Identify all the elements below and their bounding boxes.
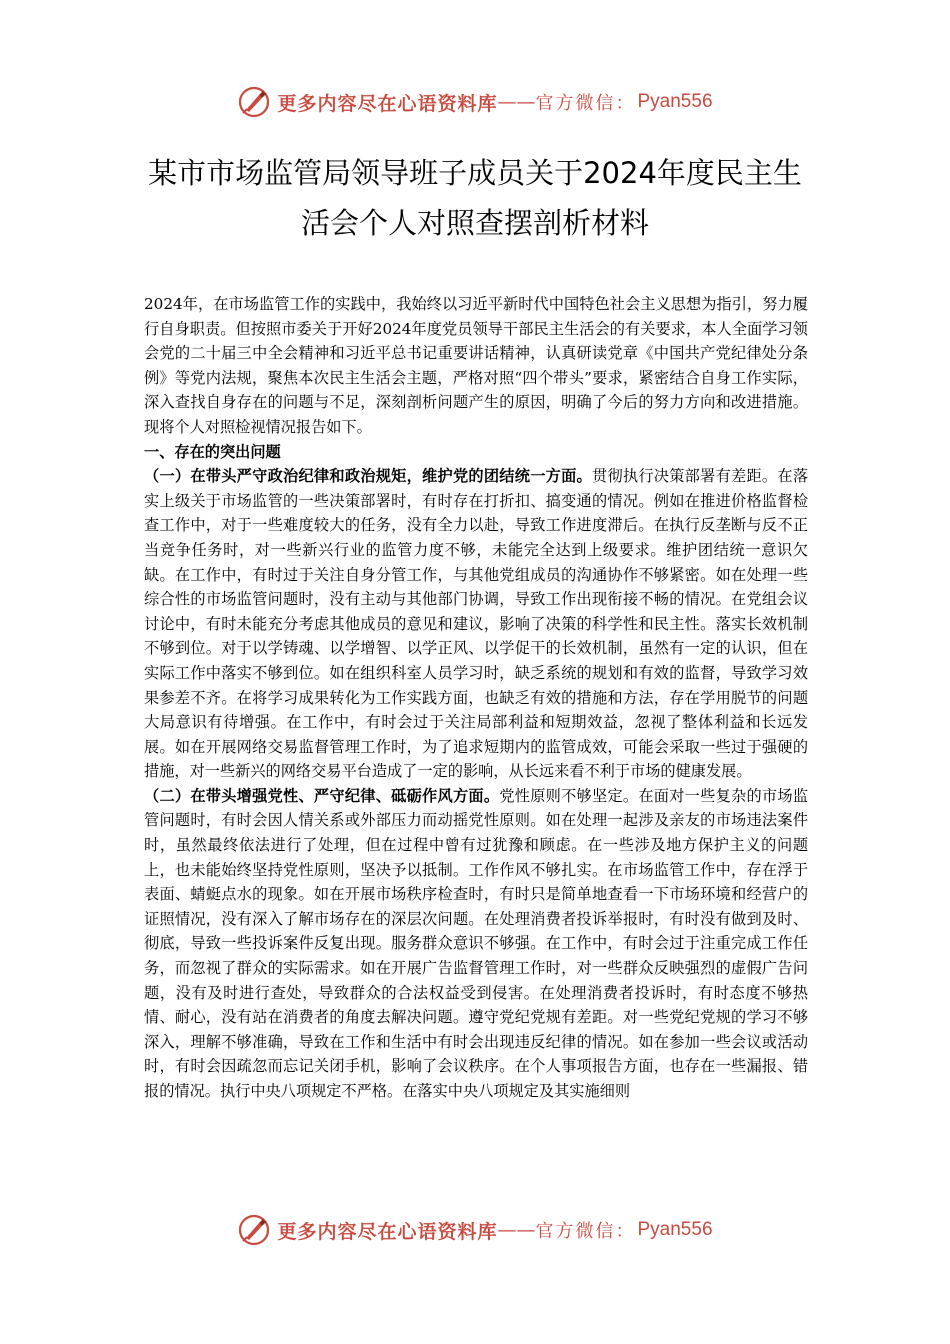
- subsection-1: [144, 464, 808, 784]
- subsection-1-heading: （一）在带头严守政治纪律和政治规矩，维护党的团结统一方面。: [144, 467, 592, 486]
- banner-wechat-id: Pyan556: [637, 91, 713, 112]
- title-line-2: 活会个人对照查摆剖析材料: [300, 206, 649, 240]
- section-heading-1: 一、存在的突出问题: [144, 442, 281, 461]
- document-title: [100, 148, 850, 248]
- document-body: [144, 292, 808, 1104]
- banner-wechat-label: 官方微信：: [535, 1221, 636, 1242]
- intro-paragraph: 2024年，在市场监管工作的实践中，我始终以习近平新时代中国特色社会主义思想为指引，努力履行自身职责。但按照市委关于开好2024年度党员领导干部民主生活会的有关要求，本人全面学习领会党的二十届三中全会精神和习近平总书记重要讲话精神，认真研读党章《中国共产党纪律处分条例》等党内法规，聚焦本次民主生活会主题，严格对照“四个带头”要求，紧密结合自身工作实际，深入查找自身存在的问题与不足，深刻剖析问题产生的原因，明确了今后的努力方向和改进措施。现将个人对照检视情况报告如下。: [144, 295, 808, 436]
- banner-wechat-id: Pyan556: [637, 1219, 713, 1240]
- subsection-2: [144, 784, 808, 1104]
- subsection-1-body: 贯彻执行决策部署有差距。在落实上级关于市场监管的一些决策部署时，有时存在打折扣、搞变通的情况。例如在推进价格监督检查工作中，对于一些难度较大的任务，没有全力以赴，导致工作进度滞后。在执行反垄断与反不正当竞争任务时，对一些新兴行业的监管力度不够，未能完全达到上级要求。维护团结统一意识欠缺。在工作中，有时过于关注自身分管工作，与其他党组成员的沟通协作不够紧密。如在处理一些综合性的市场监管问题时，没有主动与其他部门协调，导致工作出现衔接不畅的情况。在党组会议讨论中，有时未能充分考虑其他成员的意见和建议，影响了决策的科学性和民主性。落实长效机制不够到位。对于以学铸魂、以学增智、以学正风、以学促干的长效机制，虽然有一定的认识，但在实际工作中落实不够到位。如在组织科室人员学习时，缺乏系统的规划和有效的监督，导致学习效果参差不齐。在将学习成果转化为工作实践方面，也缺乏有效的措施和方法，存在学用脱节的问题大局意识有待增强。在工作中，有时会过于关注局部利益和短期效益，忽视了整体利益和长远发展。如在开展网络交易监督管理工作时，为了追求短期内的监管成效，可能会采取一些过于强硬的措施，对一些新兴的网络交易平台造成了一定的影响，从长远来看不利于市场的健康发展。: [144, 467, 809, 781]
- pen-logo-icon: [237, 1213, 271, 1247]
- bottom-watermark-banner: [0, 1210, 950, 1250]
- banner-slogan: 更多内容尽在心语资料库: [277, 1220, 498, 1243]
- title-line-1: 某市市场监管局领导班子成员关于2024年度民主生: [148, 156, 802, 190]
- subsection-2-heading: （二）在带头增强党性、严守纪律、砥砺作风方面。: [144, 786, 500, 805]
- banner-dash: ——: [497, 91, 536, 113]
- banner-dash: ——: [497, 1219, 536, 1241]
- banner-wechat-label: 官方微信：: [535, 93, 636, 114]
- subsection-2-body: 党性原则不够坚定。在面对一些复杂的市场监管问题时，有时会因人情关系或外部压力而动摇党性原则。如在处理一起涉及亲友的市场违法案件时，虽然最终依法进行了处理，但在过程中曾有过犹豫和顾虑。在一些涉及地方保护主义的问题上，也未能始终坚持党性原则，坚决予以抵制。工作作风不够扎实。在市场监管工作中，存在浮于表面、蜻蜓点水的现象。如在开展市场秩序检查时，有时只是简单地查看一下市场环境和经营户的证照情况，没有深入了解市场存在的深层次问题。在处理消费者投诉举报时，有时没有做到及时、彻底，导致一些投诉案件反复出现。服务群众意识不够强。在工作中，有时会过于注重完成工作任务，而忽视了群众的实际需求。如在开展广告监督管理工作时，对一些群众反映强烈的虚假广告问题，没有及时进行查处，导致群众的合法权益受到侵害。在处理消费者投诉时，有时态度不够热情、耐心，没有站在消费者的角度去解决问题。遵守党纪党规有差距。对一些党纪党规的学习不够深入，理解不够准确，导致在工作和生活中有时会出现违反纪律的情况。如在参加一些会议或活动时，有时会因疏忽而忘记关闭手机，影响了会议秩序。在个人事项报告方面，也存在一些漏报、错报的情况。执行中央八项规定不严格。在落实中央八项规定及其实施细则: [144, 786, 809, 1100]
- banner-slogan: 更多内容尽在心语资料库: [277, 92, 498, 115]
- pen-logo-icon: [237, 85, 271, 119]
- top-watermark-banner: [0, 82, 950, 122]
